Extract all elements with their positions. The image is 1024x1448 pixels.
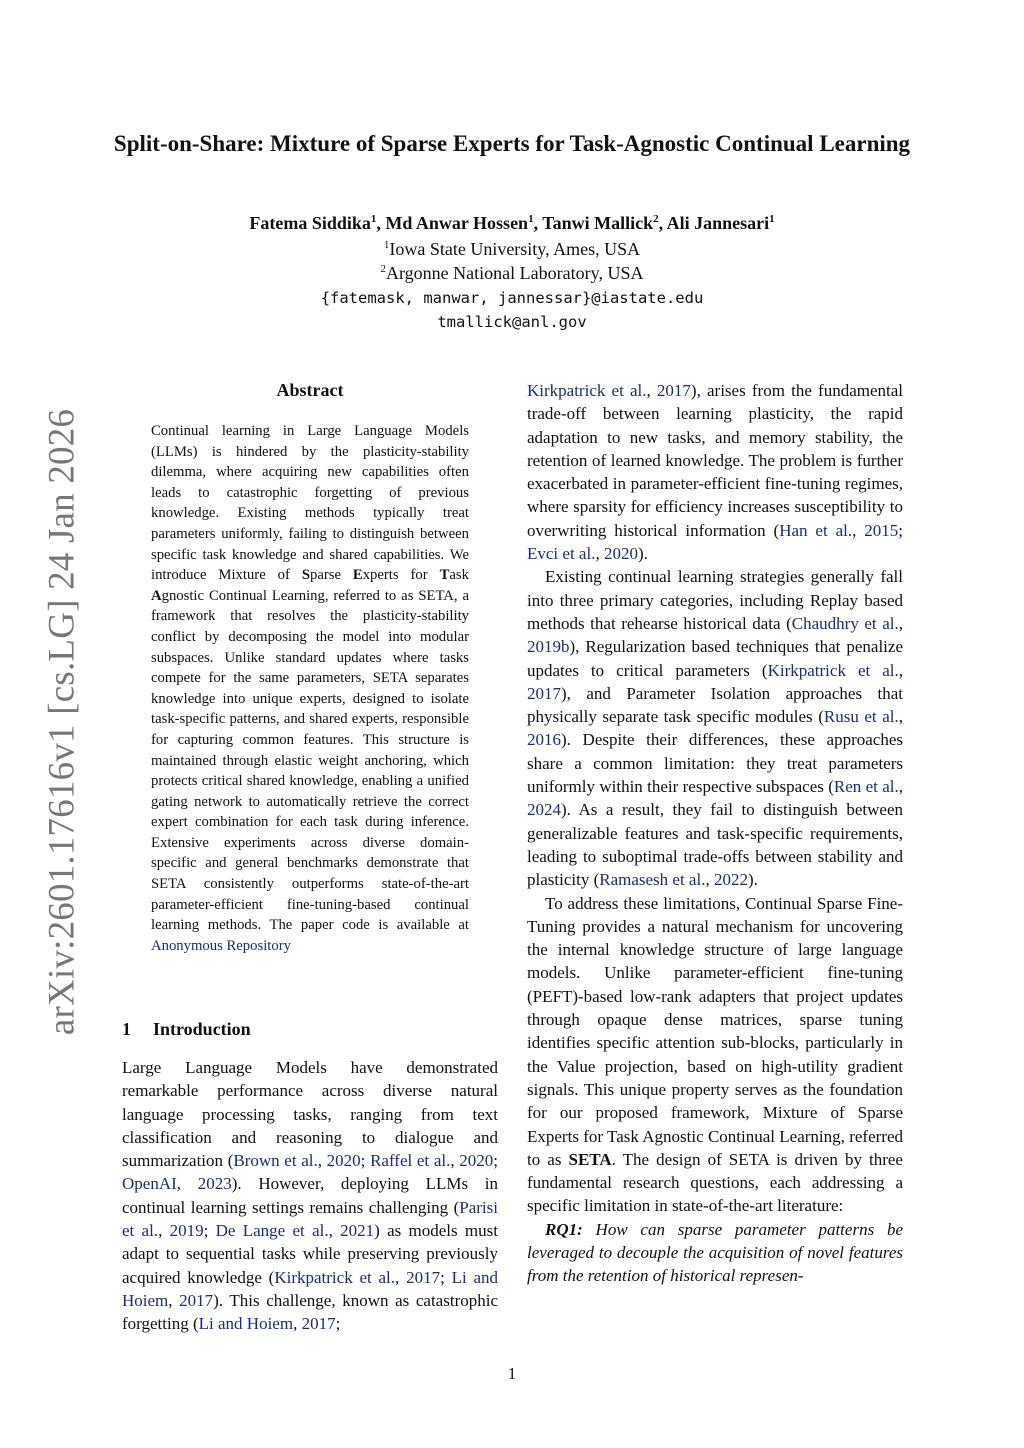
- citation[interactable]: Kirkpatrick et al.: [767, 660, 899, 680]
- citation[interactable]: 2019: [169, 1221, 204, 1241]
- affil-sup: 1: [383, 239, 390, 251]
- citation[interactable]: 2020: [326, 1151, 361, 1171]
- citation[interactable]: 2020: [603, 544, 638, 564]
- citation[interactable]: 2017: [656, 381, 691, 400]
- author-name: Ali Jannesari: [666, 213, 770, 233]
- affil-name: Iowa State University, Ames, USA: [389, 239, 641, 259]
- citation[interactable]: Kirkpatrick et al.: [527, 381, 647, 400]
- intro-right-column: [527, 379, 903, 1288]
- author-affil-sup: 2: [653, 213, 659, 225]
- page-number: 1: [507, 1364, 517, 1383]
- arxiv-stamp: arXiv:2601.17616v1 [cs.LG] 24 Jan 2026: [41, 408, 83, 1036]
- repository-link[interactable]: Anonymous Repository: [151, 937, 291, 954]
- abstract-body: Continual learning in Large Language Models (LLMs) is hindered by the plasticity-stability dilemma, where acquiring new capabilities often leads to catastrophic forgetting of previous knowledge. Existing methods typically treat parameters uniformly, failing to distinguish between specific task knowledge and shared capabilities. We introduce Mixture of Sparse Experts for Task Agnostic Continual Learning, referred to as SETA, a framework that resolves the plasticity-stability conflict by decomposing the model into modular subspaces. Unlike standard updates where tasks compete for the same parameters, SETA separates knowledge into unique experts, designed to isolate task-specific patterns, and shared experts, responsible for capturing common features. This structure is maintained through elastic weight anchoring, which protects critical shared knowledge, enabling a unified gating network to automatically retrieve the correct expert combination for each task during inference. Extensive experiments across diverse domain-specific and general benchmarks demonstrate that SETA consistently outperforms state-of-the-art parameter-efficient fine-tuning-based continual learning methods. The paper code is available at Anonymous Repository: [151, 423, 469, 954]
- author-affil-sup: 1: [528, 213, 534, 225]
- citation[interactable]: Li and Hoiem: [122, 1267, 498, 1310]
- author-affil-sup: 1: [370, 213, 377, 225]
- affil-name: Argonne National Laboratory, USA: [386, 263, 644, 283]
- affiliation-2: [100, 261, 924, 285]
- citation[interactable]: 2017: [301, 1314, 336, 1334]
- author-list: Fatema Siddika$^1$, Md Anwar Hossen$^1$, Tanwi Mallick$^2$, Ali Jannesari$^1$: [249, 213, 775, 233]
- citation[interactable]: OpenAI: [122, 1174, 177, 1194]
- citation[interactable]: Ren et al.: [833, 777, 899, 797]
- paragraph: Kirkpatrick et al., 2017), arises from the fundamental trade-off between learning plasticity, the rapid adaptation to new tasks, and memory stability, the retention of learned knowledge. The problem is further exacerbated in parameter-efficient fine-tuning regimes, where sparsity for efficiency increases susceptibility to overwriting historical information (Han et al., 2015; Evci et al., 2020).: [527, 381, 904, 564]
- citation[interactable]: Brown et al.: [233, 1151, 318, 1171]
- intro-left-column: Large Language Models have demonstrated remarkable performance across diverse natural language processing tasks, ranging from text classification and reasoning to dialogue and summarization (Brown et al., 2020; Raffel et al., 2020; OpenAI, 2023). However, deploying LLMs in continual learning settings remains challenging (Parisi et al., 2019; De Lange et al., 2021) as models must adapt to sequential tasks while preserving previously acquired knowledge (Kirkpatrick et al., 2017; Li and Hoiem, 2017). This challenge, known as catastrophic forgetting (Li and Hoiem, 2017;: [122, 1058, 499, 1334]
- author-affil-sup: 1: [769, 213, 775, 225]
- author-name: Fatema Siddika: [249, 213, 371, 233]
- paragraph: Existing continual learning strategies generally fall into three primary categories, including Replay based methods that rehearse historical data (Chaudhry et al., 2019b), Regularization based techniques that penalize updates to critical parameters (Kirkpatrick et al., 2017), and Parameter Isolation approaches that physically separate task specific modules (Rusu et al., 2016). Despite their differences, these approaches share a common limitation: they treat parameters uniformly within their respective subspaces (Ren et al., 2024). As a result, they fail to distinguish between generalizable features and task-specific requirements, leading to suboptimal trade-offs between stability and plasticity (Ramasesh et al., 2022).: [527, 567, 904, 890]
- citation[interactable]: Li and Hoiem: [198, 1314, 294, 1334]
- citation[interactable]: 2016: [527, 730, 561, 750]
- citation[interactable]: Ramasesh et al.: [599, 870, 706, 890]
- citation[interactable]: De Lange et al.: [215, 1221, 329, 1241]
- author-name: Tanwi Mallick: [542, 213, 654, 233]
- email-line-2: tmallick@anl.gov: [437, 313, 587, 331]
- research-question-rq1: RQ1: How can sparse parameter patterns be leveraged to decouple the acquisition of novel features from the retention of historical represen-: [527, 1219, 903, 1286]
- abstract-heading: Abstract: [276, 380, 344, 400]
- citation[interactable]: Han et al.: [779, 520, 853, 540]
- paragraph: To address these limitations, Continual Sparse Fine-Tuning provides a natural mechanism for uncovering the internal knowledge structure of large language models. Unlike parameter-efficient fine-tuning (PEFT)-based low-rank adapters that project updates through opaque dense matrices, sparse tuning identifies specific attention sub-blocks, particularly in the Value projection, based on high-utility gradient signals. This unique property serves as the foundation for our proposed framework, Mixture of Sparse Experts for Task Agnostic Continual Learning, referred to as SETA. The design of SETA is driven by three fundamental research questions, each addressing a specific limitation in state-of-the-art literature:: [527, 893, 903, 1216]
- citation[interactable]: 2024: [527, 800, 561, 820]
- citation[interactable]: 2022: [713, 870, 748, 890]
- citation[interactable]: 2015: [864, 520, 899, 540]
- citation[interactable]: Raffel et al.: [370, 1151, 451, 1171]
- section-heading-introduction: 1 Introduction: [122, 1019, 251, 1039]
- paper-title: Split-on-Share: Mixture of Sparse Experts for Task-Agnostic Continual Learning: [113, 131, 911, 156]
- citation[interactable]: 2020: [459, 1151, 494, 1171]
- citation[interactable]: 2019b: [527, 637, 570, 657]
- email-line-1: {fatemask, manwar, jannessar}@iastate.edu: [320, 289, 704, 307]
- citation[interactable]: 2017: [179, 1290, 214, 1310]
- citation[interactable]: 2017: [406, 1267, 441, 1287]
- citation[interactable]: Rusu et al.: [823, 707, 899, 727]
- author-name: Md Anwar Hossen: [385, 213, 529, 233]
- citation[interactable]: Chaudhry et al.: [791, 613, 899, 633]
- affiliation-1: [100, 237, 924, 261]
- citation[interactable]: 2017: [527, 683, 561, 703]
- affil-sup: 2: [380, 263, 387, 275]
- citation[interactable]: 2021: [340, 1221, 375, 1241]
- citation[interactable]: Evci et al.: [527, 544, 596, 564]
- citation[interactable]: Parisi et al.: [122, 1197, 498, 1241]
- citation[interactable]: 2023: [197, 1174, 232, 1194]
- citation[interactable]: Kirkpatrick et al.: [274, 1267, 396, 1287]
